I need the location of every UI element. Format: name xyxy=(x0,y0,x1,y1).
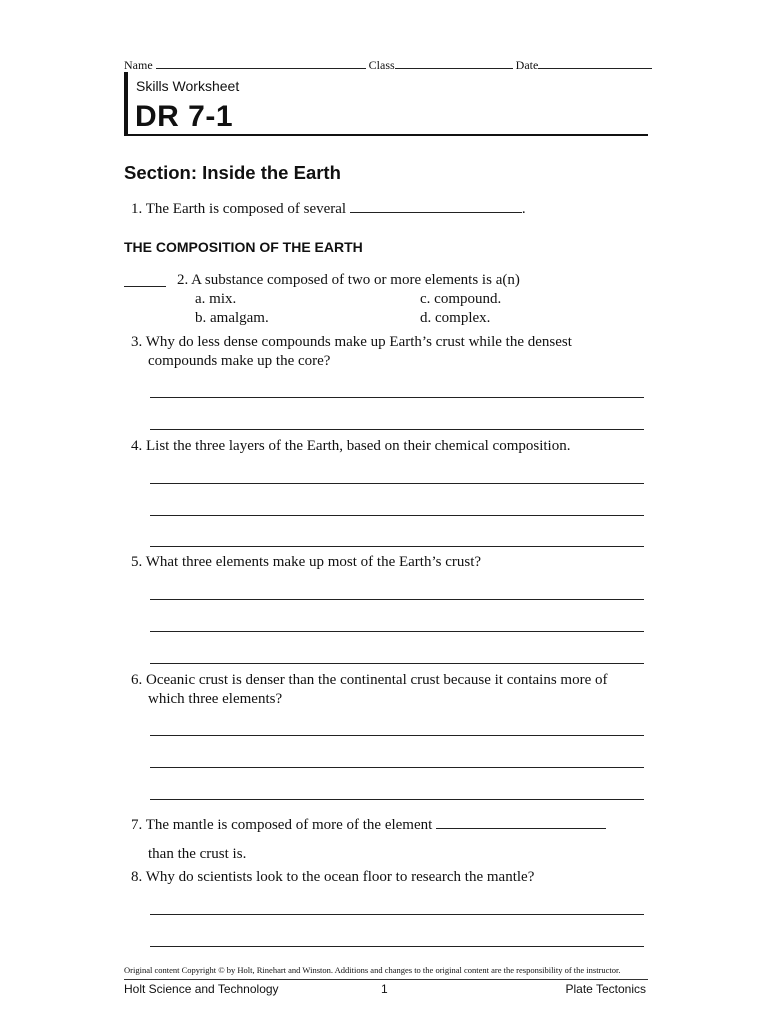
answer-line[interactable] xyxy=(150,946,644,947)
question-2-answer-blank[interactable] xyxy=(124,272,166,287)
choice-b: b. amalgam. xyxy=(195,310,269,326)
class-label: Class xyxy=(368,58,395,72)
question-4: 4. List the three layers of the Earth, based on their chemical composition. xyxy=(131,438,571,454)
page-number: 1 xyxy=(381,982,388,996)
question-7 xyxy=(131,814,606,835)
answer-line[interactable] xyxy=(150,515,644,516)
choice-a: a. mix. xyxy=(195,291,237,307)
answer-line[interactable] xyxy=(150,663,644,664)
question-1-blank[interactable] xyxy=(350,198,522,213)
footer-chapter: Plate Tectonics xyxy=(565,982,646,996)
question-6-line-1: 6. Oceanic crust is denser than the continental crust because it contains more of xyxy=(131,672,608,688)
question-1 xyxy=(131,198,526,219)
answer-line[interactable] xyxy=(150,914,644,915)
question-1-end: . xyxy=(521,201,526,217)
section-title: Section: Inside the Earth xyxy=(124,162,341,183)
question-5: 5. What three elements make up most of the Earth’s crust? xyxy=(131,554,482,570)
question-7-text: 7. The mantle is composed of more of the element xyxy=(131,817,433,833)
question-3-line-2: compounds make up the core? xyxy=(148,353,331,369)
date-label: Date xyxy=(515,58,539,72)
question-1-text: 1. The Earth is composed of several xyxy=(131,201,347,217)
student-info-line xyxy=(124,54,652,73)
answer-line[interactable] xyxy=(150,429,644,430)
date-field[interactable] xyxy=(538,54,652,69)
answer-line[interactable] xyxy=(150,599,644,600)
name-field[interactable] xyxy=(156,54,366,69)
answer-line[interactable] xyxy=(150,631,644,632)
question-2-text: 2. A substance composed of two or more elements is a(n) xyxy=(177,272,520,288)
title-underline xyxy=(124,134,648,136)
answer-line[interactable] xyxy=(150,767,644,768)
question-3-line-1: 3. Why do less dense compounds make up Earth’s crust while the densest xyxy=(131,334,572,350)
title-bar-vertical xyxy=(124,72,128,136)
question-8: 8. Why do scientists look to the ocean floor to research the mantle? xyxy=(131,869,535,885)
choice-c: c. compound. xyxy=(420,291,502,307)
footer-rule xyxy=(124,979,648,980)
question-6-line-2: which three elements? xyxy=(148,691,283,707)
name-label: Name xyxy=(124,58,153,72)
question-7-blank[interactable] xyxy=(436,814,606,829)
subheading: THE COMPOSITION OF THE EARTH xyxy=(124,239,363,255)
copyright-notice: Original content Copyright © by Holt, Rinehart and Winston. Additions and changes to the original content are the responsibility of the instructor. xyxy=(124,965,621,975)
choice-d: d. complex. xyxy=(420,310,491,326)
worksheet-title: DR 7-1 xyxy=(135,100,234,133)
answer-line[interactable] xyxy=(150,735,644,736)
question-7-line-2: than the crust is. xyxy=(148,846,247,862)
answer-line[interactable] xyxy=(150,546,644,547)
class-field[interactable] xyxy=(395,54,513,69)
worksheet-type: Skills Worksheet xyxy=(136,78,240,94)
answer-line[interactable] xyxy=(150,397,644,398)
footer-publisher: Holt Science and Technology xyxy=(124,982,279,996)
answer-line[interactable] xyxy=(150,799,644,800)
answer-line[interactable] xyxy=(150,483,644,484)
